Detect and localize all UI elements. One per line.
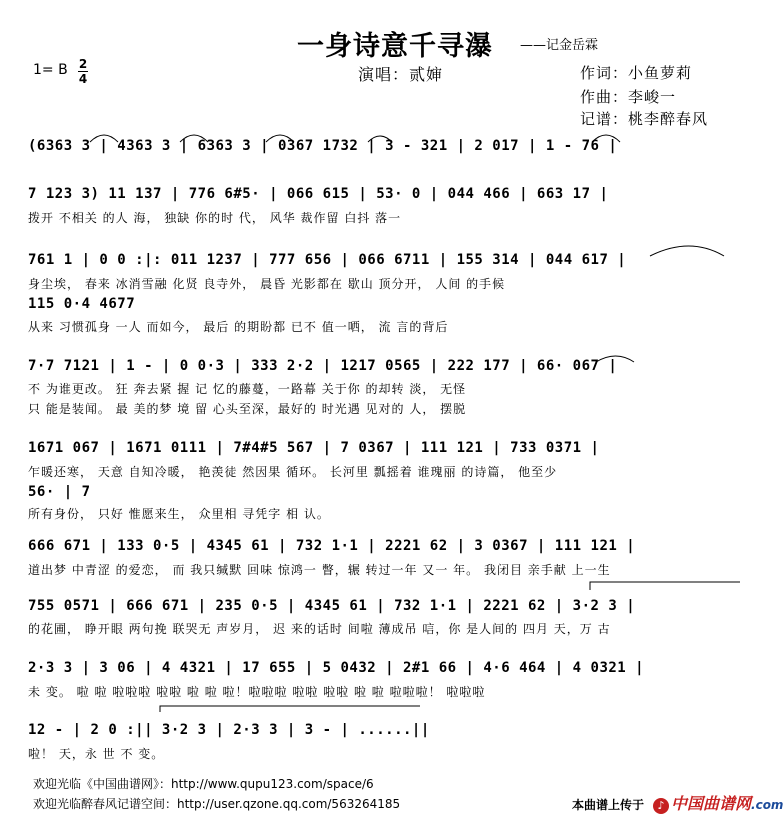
logo-text: 中国曲谱网: [671, 794, 752, 813]
score-row-8-lyrics: 道出梦 中青涩 的爱恋， 而 我只缄默 回味 惊鸿一 瞥，辗 转过一年 又一 年。 我闭目 亲手献 上一生: [28, 563, 611, 577]
logo-icon: ♪: [653, 798, 669, 814]
slur-mark: [592, 135, 620, 142]
lyricist-credit: 作词：小鱼萝莉: [580, 64, 693, 82]
score-row-9-lyrics: 的花圃， 睁开眼 两句挽 联哭无 声岁月， 迟 来的话时 间啦 薄成吊 唁，你 是人间的 四月 天，万 古: [28, 622, 611, 636]
score-row-5-notes: 7·7 7121 | 1 - | 0 0·3 | 333 2·2 | 1217 0565 | 222 177 | 66· 067 |: [28, 358, 618, 374]
score-row-10-lyrics: 未 变。 啦 啦 啦啦啦 啦啦 啦 啦 啦！啦啦啦 啦啦 啦啦 啦 啦 啦啦啦！ 啦啦啦: [28, 685, 486, 699]
slur-mark: [180, 135, 208, 142]
score-row-8-notes: 666 671 | 133 0·5 | 4345 61 | 732 1·1 | 2221 62 | 3 0367 | 111 121 |: [28, 538, 636, 554]
score-row-5-lyrics-verse2: 只 能是装闻。 最 美的梦 境 留 心头至深，最好的 时光遇 见对的 人， 摆脱: [28, 402, 467, 416]
score-row-1-notes: (6363 3 | 4363 3 | 6363 3 | 0367 1732 | 3 - 321 | 2 017 | 1 - 76 |: [28, 138, 618, 154]
score-row-6-lyrics: 乍暖还寒， 天意 自知冷暖， 艳羡徒 然因果 循环。 长河里 瓢摇着 谁瑰丽 的诗篇， 他至少: [28, 465, 558, 479]
composer-credit: 作曲：李峻一: [580, 88, 677, 106]
score-row-6-notes: 1671 067 | 1671 0111 | 7#4#5 567 | 7 0367 | 111 121 | 733 0371 |: [28, 440, 600, 456]
site-logo[interactable]: [653, 791, 783, 814]
singer-credit: 演唱：贰婶: [358, 65, 444, 84]
score-row-7-lyrics: 所有身份， 只好 惟愿来生， 众里相 寻凭字 相 认。: [28, 507, 330, 521]
score-row-5-lyrics-verse1: 不 为谁更改。 狂 奔去紧 握 记 忆的藤蔓，一路幕 关于你 的却转 淡， 无怪: [28, 382, 467, 396]
volta-bracket: [160, 706, 420, 712]
key-signature: 1= B: [33, 62, 68, 78]
score-row-7-notes: 56· | 7: [28, 484, 91, 500]
footer-link-qupu[interactable]: 欢迎光临《中国曲谱网》：http://www.qupu123.com/space/6: [33, 777, 374, 791]
slur-mark: [650, 246, 724, 256]
score-row-3-lyrics: 身尘埃， 春来 冰消雪融 化贤 良寺外， 晨昏 光影都在 歇山 顶分开， 人间 的手候: [28, 277, 506, 291]
slur-mark: [266, 135, 294, 142]
score-subtitle: ——记金岳霖: [520, 38, 599, 53]
logo-suffix: .com: [751, 798, 783, 812]
upload-label: 本曲谱上传于: [572, 798, 645, 812]
score-row-2-lyrics: 拨开 不相关 的人 海， 独缺 你的时 代， 风华 裁作留 白抖 落一: [28, 211, 402, 225]
footer-link-qzone[interactable]: 欢迎光临醉春风记谱空间：http://user.qzone.qq.com/563264185: [33, 797, 401, 811]
meter-top: 2: [78, 57, 88, 71]
score-row-2-notes: 7 123 3) 11 137 | 776 6#5· | 066 615 | 53· 0 | 044 466 | 663 17 |: [28, 186, 609, 202]
score-row-11-notes: 12 - | 2 0 :|| 3·2 3 | 2·3 3 | 3 - | ......||: [28, 722, 430, 738]
volta-bracket: [590, 582, 740, 590]
score-row-4-lyrics: 从来 习惯孤身 一人 而如今， 最后 的期盼都 已不 值一哂， 流 言的背后: [28, 320, 449, 334]
score-row-9-notes: 755 0571 | 666 671 | 235 0·5 | 4345 61 | 732 1·1 | 2221 62 | 3·2 3 |: [28, 598, 636, 614]
slur-mark: [596, 356, 634, 362]
score-title: 一身诗意千寻瀑: [297, 31, 493, 62]
slur-mark: [368, 136, 392, 142]
score-row-11-lyrics: 啦！ 天，永 世 不 变。: [28, 747, 165, 761]
score-row-4-notes: 115 0·4 4677: [28, 296, 136, 312]
score-row-3-notes: 761 1 | 0 0 :|: 011 1237 | 777 656 | 066 6711 | 155 314 | 044 617 |: [28, 252, 627, 268]
transcriber-credit: 记谱：桃李醉春风: [580, 110, 709, 128]
meter-bottom: 4: [78, 72, 88, 86]
slur-mark: [90, 135, 118, 142]
score-row-10-notes: 2·3 3 | 3 06 | 4 4321 | 17 655 | 5 0432 | 2#1 66 | 4·6 464 | 4 0321 |: [28, 660, 645, 676]
